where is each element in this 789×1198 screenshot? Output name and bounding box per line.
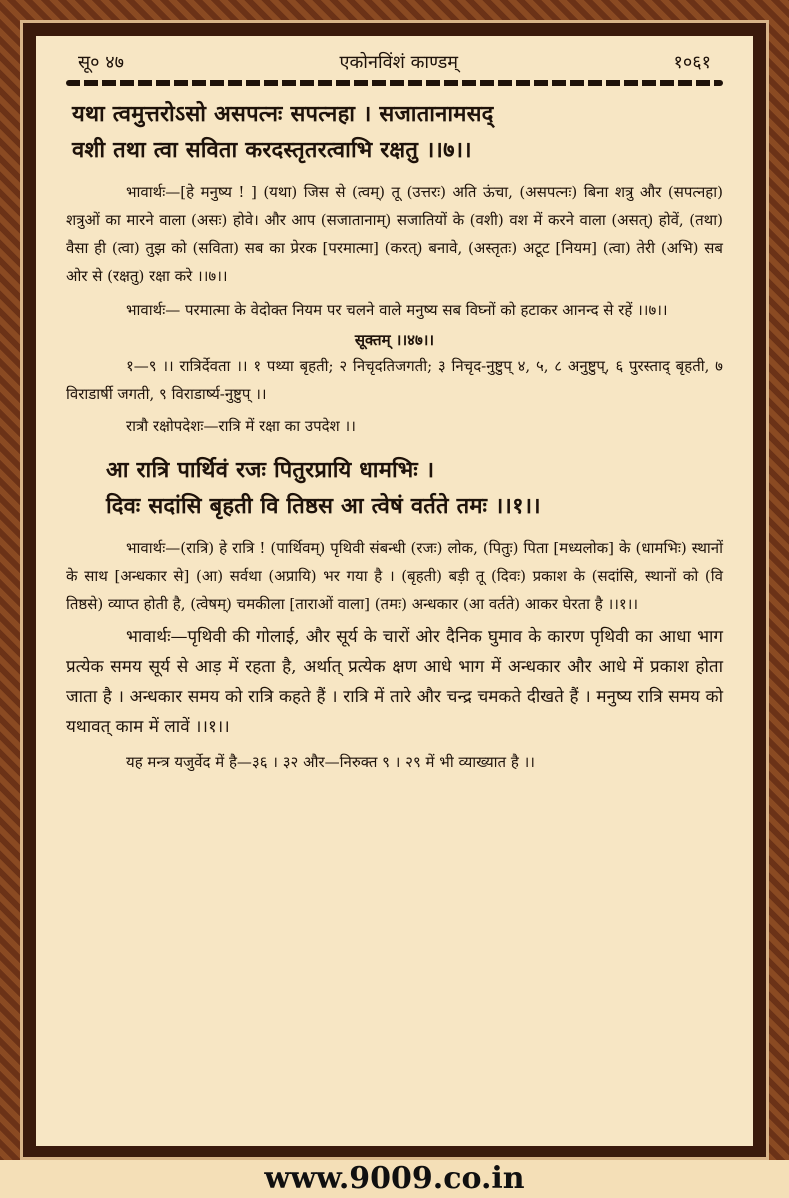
mantra-1 [66, 452, 723, 524]
mantra-7 [66, 96, 723, 168]
website-url[interactable]: www.9009.co.in [0, 1160, 789, 1198]
bhavartha-7: भावार्थः— परमात्मा के वेदोक्त नियम पर चलने वाले मनुष्य सब विघ्नों को हटाकर आनन्द से रहें ।।७।। [126, 301, 668, 319]
mantra-7-line-1: यथा त्वमुत्तरोऽसो असपत्नः सपत्नहा । सजातानामसद् [72, 101, 494, 127]
page-header [66, 50, 723, 74]
padartha-1: भावार्थः—(रात्रि) हे रात्रि ! (पार्थिवम्) पृथिवी संबन्धी (रजः) लोक, (पितुः) पिता [मध्यलोक] के (धामभिः) स्थानों के साथ [अन्धकार से] (आ) सर्वथा (अप्रायि) भर गया है । (बृहती) बड़ी तू (दिवः) प्रकाश के (सदांसि, स्थानों को (वि तिष्ठसे) व्याप्त होती है, (त्वेषम्) चमकीला [ताराओं वाला] (तमः) अन्धकार (आ वर्तते) आकर घेरता है ।।१।। [66, 539, 723, 613]
mantra-1-line-1: आ रात्रि पार्थिवं रजः पितुरप्रायि धामभिः । [106, 457, 435, 483]
sukta-number: सू० ४७ [78, 52, 124, 73]
mantra-1-line-2: दिवः सदांसि बृहती वि तिष्ठस आ त्वेषं वर्तते तमः ।।१।। [106, 493, 541, 519]
reference-note: यह मन्त्र यजुर्वेद में है—३६ । ३२ और—निरुक्त ९ । २९ में भी व्याख्यात है ।। [126, 753, 535, 771]
book-page [36, 36, 753, 1146]
mantra-7-line-2: वशी तथा त्वा सविता करदस्तृतरत्वाभि रक्षतु ।।७।। [72, 137, 472, 163]
bhavartha-1: भावार्थः—पृथिवी की गोलाई, और सूर्य के चारों ओर दैनिक घुमाव के कारण पृथिवी का आधा भाग प्रत्येक समय सूर्य से आड़ में रहता है, अर्थात् प्रत्येक क्षण आधे भाग में अन्धकार और आधे में प्रकाश होता जाता है । अन्धकार समय को रात्रि कहते हैं । रात्रि में तारे और चन्द्र चमकते दीखते हैं । मनुष्य रात्रि समय को यथावत् काम में लावें ।।१।। [66, 627, 723, 737]
sukta-heading: सूक्तम् ।।४७।। [354, 331, 435, 349]
page-number: १०६१ [673, 52, 711, 73]
padartha-7: भावार्थः—[हे मनुष्य ! ] (यथा) जिस से (त्वम्) तू (उत्तरः) अति ऊंचा, (असपत्नः) बिना शत्रु और (सपत्नहा) शत्रुओं का मारने वाला (असः) होवे। और आप (सजातानाम्) सजातियों के (वशी) वश में करने वाला (असत्) होवें, (तथा) वैसा ही (त्वा) तुझ को (सविता) सब का प्रेरक [परमात्मा] (करत्) बनावे, (अस्तृतः) अटूट [नियम] (त्वा) तेरी (अभि) सब ओर से (रक्षतु) रक्षा करे ।।७।। [66, 183, 723, 285]
header-divider [66, 80, 723, 86]
sukta-devata-chhanda: १—९ ।। रात्रिर्देवता ।। १ पथ्या बृहती; २ निचृदतिजगती; ३ निचृद-नुष्टुप् ४, ५, ८ अनुष्टुप्, ६ पुरस्ताद् बृहती, ७ विराडार्षी जगती, ९ विराडार्ष्य-नुष्टुप् ।। [66, 357, 723, 403]
sukta-upadesha: रात्रौ रक्षोपदेशः—रात्रि में रक्षा का उपदेश ।। [126, 417, 356, 435]
kanda-title: एकोनविंशं काण्डम् [339, 52, 459, 73]
